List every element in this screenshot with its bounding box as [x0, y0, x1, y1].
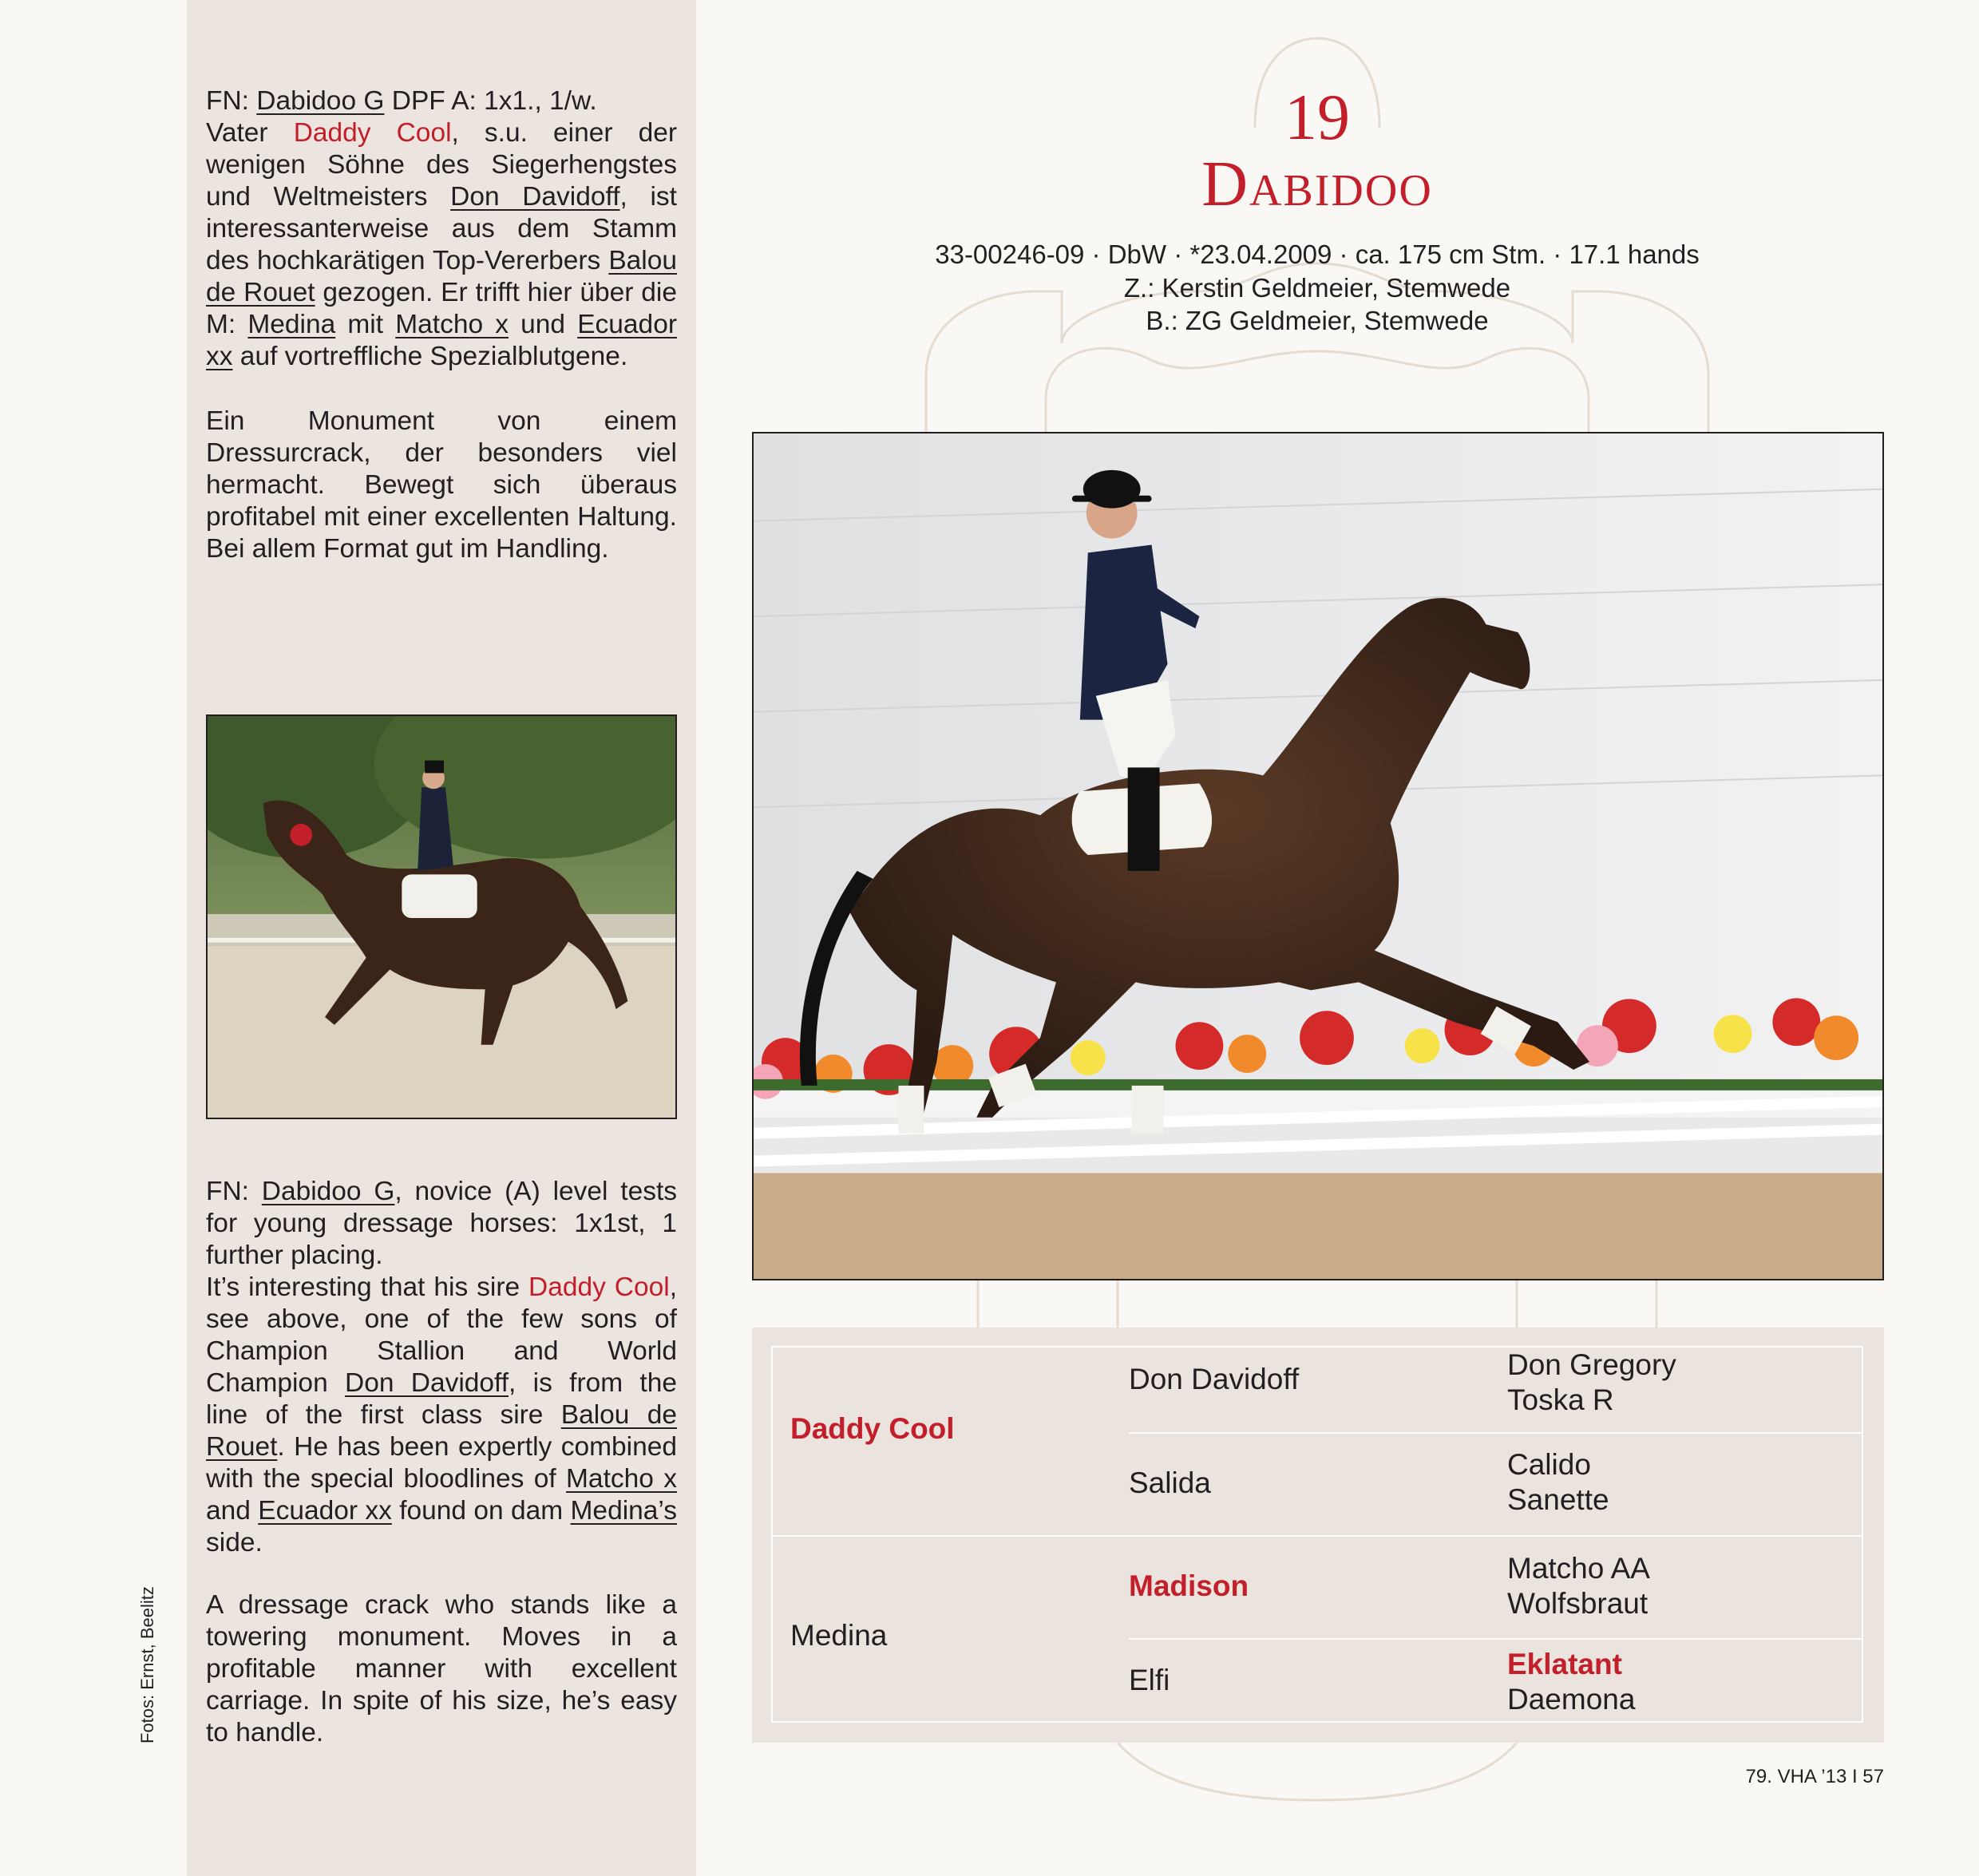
medina-link: Medina’s — [570, 1496, 677, 1526]
pedigree-divider — [1129, 1432, 1863, 1434]
fn-horse-name: Dabidoo G — [256, 86, 385, 116]
text-segment: , s.u. einer der wenigen Söhne des Siegerhengstes und Weltmeisters — [206, 118, 678, 212]
german-description-text: Ein Monument von einem Dressurcrack, der besonders viel hermacht. Bewegt sich überaus profitabel mit einer excellenten Haltung. Bei allem Format gut im Handling. — [206, 406, 677, 564]
sire-name-highlight: Daddy Cool — [293, 118, 452, 148]
pedigree-table — [771, 1346, 1863, 1723]
horse-name-title: Dabidoo — [1201, 149, 1433, 220]
matcho-link: Matcho x — [566, 1464, 677, 1494]
english-description-text: A dressage crack who stands like a towering monument. Moves in a profitable manner with excellent carriage. In spite of his size, he’s easy to handle. — [206, 1590, 677, 1747]
ecuador-link: Ecuador xx — [258, 1496, 392, 1526]
pedigree-sdd: Sanette — [1507, 1483, 1609, 1516]
page-folio: 79. VHA ’13 I 57 — [1745, 1766, 1884, 1787]
text-segment: , is from the line of the first class sire — [206, 1368, 677, 1430]
secondary-horse-photo — [206, 714, 677, 1119]
text-segment: gezogen. Er trifft hier über die M: — [206, 278, 678, 339]
pedigree-divider — [1129, 1638, 1863, 1640]
text-segment: auf vortreffliche Spezialblutgene. — [232, 342, 628, 371]
german-description — [206, 406, 677, 565]
text-segment: , novice (A) level tests for young dressage horses: 1x1st, 1 further placing. — [206, 1177, 678, 1270]
pedigree-dam-sire: Madison — [1129, 1569, 1249, 1602]
balou-link: Balou de Rouet — [206, 246, 677, 307]
text-segment: , see above, one of the few sons of Champion Stallion and World Champion — [206, 1272, 677, 1398]
don-davidoff-link: Don Davidoff — [345, 1368, 509, 1398]
text-segment: mit — [335, 310, 396, 339]
german-intro-text — [206, 85, 677, 373]
fn-label: FN: — [206, 86, 257, 116]
fn-horse-name: Dabidoo G — [261, 1177, 395, 1206]
pedigree-sire: Daddy Cool — [790, 1412, 955, 1445]
pedigree-ssd: Toska R — [1507, 1383, 1614, 1416]
balou-link: Balou de Rouet — [206, 1400, 677, 1462]
matcho-link: Matcho x — [395, 310, 509, 339]
text-segment: and — [206, 1496, 259, 1526]
text-segment: und — [508, 310, 578, 339]
fn-label: FN: — [206, 1177, 262, 1206]
catalog-number: 19 — [1284, 81, 1350, 153]
pedigree-sire-sire: Don Davidoff — [1129, 1363, 1300, 1395]
pedigree-dds: Eklatant — [1507, 1648, 1622, 1680]
pedigree-dam: Medina — [790, 1619, 888, 1652]
text-segment: , ist interessanterweise aus dem Stamm des hochkarätigen Top-Vererbers — [206, 182, 677, 275]
pedigree-ddd: Daemona — [1507, 1683, 1636, 1716]
sire-name-highlight: Daddy Cool — [528, 1272, 670, 1302]
english-intro-text — [206, 1176, 677, 1559]
pedigree-dss: Matcho AA — [1507, 1552, 1650, 1585]
don-davidoff-link: Don Davidoff — [450, 182, 620, 212]
text-segment: . He has been expertly combined with the special bloodlines of — [206, 1432, 677, 1494]
owner-line: B.: ZG Geldmeier, Stemwede — [1146, 306, 1489, 335]
photo-credit: Fotos: Ernst, Beelitz — [137, 1586, 157, 1743]
horse-details: 33-00246-09 · DbW · *23.04.2009 · ca. 175 cm Stm. · 17.1 hands — [935, 239, 1700, 269]
english-description — [206, 1589, 677, 1749]
medina-link: Medina — [247, 310, 336, 339]
pedigree-divider — [771, 1535, 1863, 1537]
pedigree-sss: Don Gregory — [1507, 1348, 1676, 1381]
text-segment: side. — [206, 1528, 263, 1557]
main-horse-photo — [752, 432, 1884, 1280]
pedigree-sds: Calido — [1507, 1448, 1591, 1481]
text-segment: It’s interesting that his sire — [206, 1272, 529, 1302]
ecuador-link: Ecuador xx — [206, 310, 677, 371]
text-segment: Vater — [206, 118, 294, 148]
breeder-line: Z.: Kerstin Geldmeier, Stemwede — [1123, 273, 1511, 303]
pedigree-dam-dam: Elfi — [1129, 1664, 1170, 1696]
pedigree-dsd: Wolfsbraut — [1507, 1587, 1649, 1620]
fn-result: DPF A: 1x1., 1/w. — [384, 86, 597, 116]
pedigree-sire-dam: Salida — [1129, 1466, 1211, 1499]
text-segment: found on dam — [391, 1496, 571, 1526]
